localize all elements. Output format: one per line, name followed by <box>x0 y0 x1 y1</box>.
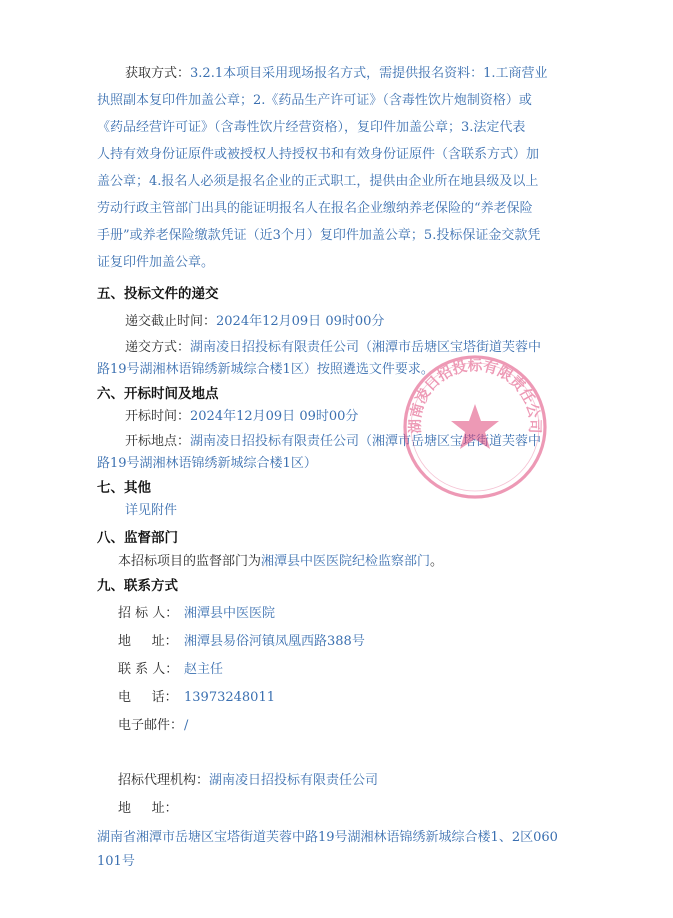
seal-text: 湖南凌日招投标有限责任公司 <box>407 358 543 434</box>
open-time-label: 开标时间： <box>125 409 191 424</box>
submit-method-value-2: 路19号湖湘林语锦绣新城综合楼1区）按照遴选文件要求。 <box>97 362 434 377</box>
phone-row <box>118 687 275 709</box>
phone-label: 电 话： <box>118 690 178 705</box>
phone-value: 13973248011 <box>184 690 275 705</box>
company-seal <box>400 352 550 502</box>
agency-row <box>118 770 378 792</box>
tenderer-label: 招 标 人： <box>118 606 179 621</box>
other-text: 详见附件 <box>125 503 178 518</box>
address-value: 湘潭县易俗河镇凤凰西路388号 <box>184 634 365 649</box>
section-8-heading: 八、监督部门 <box>97 530 178 546</box>
acquire-line-6: 劳动行政主管部门出具的能证明报名人在报名企业缴纳养老保险的“养老保险 <box>97 201 533 216</box>
open-time-row <box>125 406 358 428</box>
section-7-heading: 七、其他 <box>97 480 151 496</box>
contact-row <box>118 659 223 681</box>
acquire-line-7: 手册”或养老保险缴款凭证（近3个月）复印件加盖公章；5.投标保证金交款凭 <box>97 228 541 243</box>
submit-method-value: 湖南凌日招投标有限责任公司（湘潭市岳塘区宝塔街道芙蓉中 <box>190 340 542 355</box>
agency-address-label: 地 址： <box>118 801 178 816</box>
supervision-dept: 湘潭县中医医院纪检监察部门 <box>261 554 431 569</box>
open-place-value: 湖南凌日招投标有限责任公司（湘潭市岳塘区宝塔街道芙蓉中 <box>190 434 542 449</box>
email-value: / <box>184 718 189 733</box>
agency-label: 招标代理机构： <box>118 773 210 788</box>
deadline-value: 2024年12月09日 09时00分 <box>216 314 385 329</box>
acquire-line-3: 《药品经营许可证》（含毒性饮片经营资格），复印件加盖公章；3.法定代表 <box>97 120 526 135</box>
acquire-line-5: 盖公章；4.报名人必须是报名企业的正式职工，提供由企业所在地县级及以上 <box>97 174 539 189</box>
open-place-value-2: 路19号湖湘林语锦绣新城综合楼1区） <box>97 456 317 471</box>
deadline-row <box>125 311 384 333</box>
tenderer-value: 湘潭县中医医院 <box>184 606 276 621</box>
acquire-line-1 <box>125 63 548 85</box>
acquire-line-2: 执照副本复印件加盖公章；2.《药品生产许可证》（含毒性饮片炮制资格）或 <box>97 93 532 108</box>
address-row <box>118 631 365 653</box>
acquire-line-4: 人持有效身份证原件或被授权人持授权书和有效身份证原件（含联系方式）加 <box>97 147 540 162</box>
supervision-row <box>118 551 443 573</box>
section-5-heading: 五、投标文件的递交 <box>97 286 219 302</box>
section-6-heading: 六、开标时间及地点 <box>97 386 219 402</box>
star-icon <box>451 404 499 449</box>
acquire-label: 获取方式： <box>125 66 191 81</box>
agency-address-line-2: 101号 <box>97 854 135 869</box>
address-label: 地 址： <box>118 634 178 649</box>
email-label: 电子邮件： <box>118 718 184 733</box>
section-9-heading: 九、联系方式 <box>97 578 178 594</box>
tenderer-row <box>118 603 275 625</box>
open-place-label: 开标地点： <box>125 434 191 449</box>
agency-value: 湖南凌日招投标有限责任公司 <box>209 773 379 788</box>
supervision-prefix: 本招标项目的监督部门为 <box>118 554 262 569</box>
supervision-suffix: 。 <box>430 554 444 569</box>
acquire-line-8: 证复印件加盖公章。 <box>97 255 215 270</box>
deadline-label: 递交截止时间： <box>125 314 217 329</box>
agency-address-line-1: 湖南省湘潭市岳塘区宝塔街道芙蓉中路19号湖湘林语锦绣新城综合楼1、2区060 <box>97 830 558 845</box>
submit-method-label: 递交方式： <box>125 340 191 355</box>
email-row <box>118 715 188 737</box>
contact-value: 赵主任 <box>184 662 224 677</box>
acquire-text: 3.2.1本项目采用现场报名方式，需提供报名资料：1.工商营业 <box>190 66 548 81</box>
contact-label: 联 系 人： <box>118 662 179 677</box>
open-time-value: 2024年12月09日 09时00分 <box>190 409 359 424</box>
